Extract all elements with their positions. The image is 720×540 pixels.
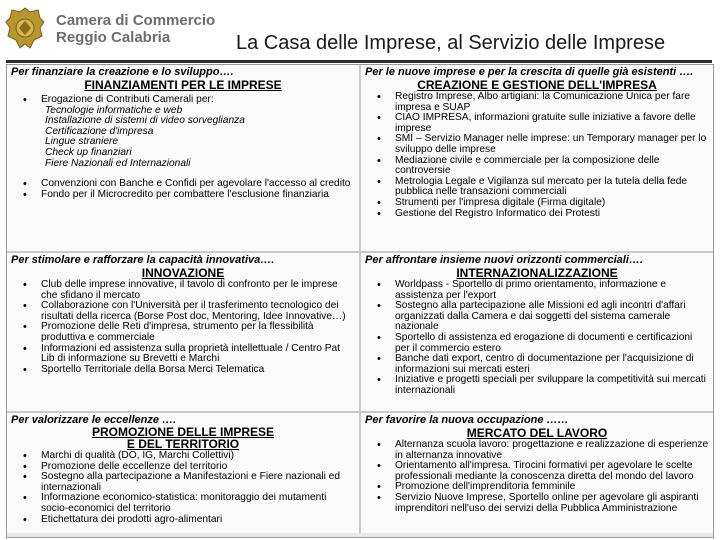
- section-internazionalizzazione: [361, 253, 713, 411]
- section-intro: Per le nuove imprese e per la crescita di quelle già esistenti ….: [365, 66, 694, 78]
- list-item: • Worldpass - Sportello di primo orientamento, informazione e assistenza per l'export: [365, 280, 709, 301]
- list-item: • Alternanza scuola lavoro: progettazione e realizzazione di esperienze in alternanza innovative: [365, 440, 709, 461]
- sub-item: Installazione di sistemi di video sorveglianza: [45, 115, 245, 127]
- section-promozione: [7, 413, 359, 533]
- section-title: PROMOZIONE DELLE IMPRESE: [91, 425, 274, 439]
- list-item: • Erogazione di Contributi Camerali per:: [11, 95, 355, 106]
- section-intro: Per valorizzare le eccellenze ….: [11, 414, 177, 426]
- sub-list: [11, 106, 355, 170]
- section-intro: Per affrontare insieme nuovi orizzonti commerciali….: [365, 254, 643, 266]
- section-innovazione: [7, 253, 359, 411]
- section-title: MERCATO DEL LAVORO: [466, 426, 608, 440]
- slide-title: La Casa delle Imprese, al Servizio delle Imprese: [236, 32, 666, 54]
- section-intro: Per stimolare e rafforzare la capacità innovativa….: [11, 254, 275, 266]
- list-item: • Collaborazione con l'Università per il trasferimento tecnologico dei risultati della ricerca (Borse Post doc, Mentoring, Idee Innovative…): [11, 301, 355, 322]
- list-item: • Sostegno alla partecipazione a Manifestazioni e Fiere nazionali ed internazionali: [11, 472, 355, 493]
- list-item: • Club delle imprese innovative, il tavolo di confronto per le imprese che sfidano il mercato: [11, 280, 355, 301]
- list-item: • Iniziative e progetti speciali per sviluppare la competitività sui mercati internazionali: [365, 375, 709, 396]
- sub-item: Check up finanziari: [45, 146, 132, 158]
- org-name: [56, 12, 215, 46]
- section-intro: Per favorire la nuova occupazione ……: [365, 414, 569, 426]
- list-item: • SMI – Servizio Manager nelle imprese: un Temporary manager per lo sviluppo delle imprese: [365, 134, 709, 155]
- section-title: FINANZIAMENTI PER LE IMPRESE: [84, 78, 282, 92]
- list-item: • Fondo per il Microcredito per combattere l'esclusione finanziaria: [11, 190, 355, 201]
- list-item: • Informazione economico-statistica: monitoraggio dei mutamenti socio-economici del territorio: [11, 493, 355, 514]
- list-item: • Mediazione civile e commerciale per la composizione delle controversie: [365, 156, 709, 177]
- list-item: • Sportello di assistenza ed erogazione di documenti e certificazioni per il commercio estero: [365, 333, 709, 354]
- sub-item: Certificazione d'impresa: [45, 125, 154, 137]
- coat-of-arms-icon: [4, 6, 46, 52]
- section-title-line2: E DEL TERRITORIO: [126, 437, 240, 451]
- section-intro: Per finanziare la creazione e lo sviluppo….: [11, 66, 234, 78]
- list-item: • Informazioni ed assistenza sulla proprietà intellettuale / Centro Pat Lib di informazione su Brevetti e Marchi: [11, 344, 355, 365]
- org-name-line1: Camera di Commercio: [56, 12, 216, 29]
- list-item: • Orientamento all'impresa. Tirocini formativi per agevolare le scelte professionali mediante la conoscenza diretta del mondo del lavoro: [365, 461, 709, 482]
- section-title: CREAZIONE E GESTIONE DELL'IMPRESA: [417, 78, 657, 92]
- services-document: [6, 64, 714, 538]
- chamber-logo: [4, 4, 232, 54]
- sub-item: Lingue straniere: [45, 136, 119, 148]
- section-lavoro: [361, 413, 713, 533]
- list-item: • Sportello Territoriale della Borsa Merci Telematica: [11, 365, 355, 376]
- list-item: • Gestione del Registro Informatico dei Protesti: [365, 209, 709, 220]
- list-item: • Metrologia Legale e Vigilanza sul mercato per la tutela della fede pubblica nelle transazioni commerciali: [365, 177, 709, 198]
- section-title: INNOVAZIONE: [141, 266, 225, 280]
- list-item: • Promozione delle eccellenze del territorio: [11, 462, 355, 473]
- list-item: • Registro Imprese, Albo artigiani: la Comunicazione Unica per fare impresa e SUAP: [365, 92, 709, 113]
- list-item: • Convenzioni con Banche e Confidi per agevolare l'accesso al credito: [11, 179, 355, 190]
- org-name-line2: Reggio Calabria: [56, 29, 171, 46]
- list-item: • Etichettatura dei prodotti agro-alimentari: [11, 515, 355, 526]
- list-item: • Strumenti per l'impresa digitale (Firma digitale): [365, 198, 709, 209]
- page-bottom-edge: [7, 533, 713, 537]
- list-item: • Promozione dell'imprenditoria femminile: [365, 482, 709, 493]
- sub-item: Tecnologie informatiche e web: [45, 104, 183, 116]
- slide-header: [0, 0, 720, 62]
- list-item: • CIAO IMPRESA, informazioni gratuite sulle iniziative a favore delle imprese: [365, 113, 709, 134]
- list-item: • Sostegno alla partecipazione alle Missioni ed agli incontri d'affari organizzati dalla Camera e dai soggetti del sistema camerale nazionale: [365, 301, 709, 333]
- list-item: • Servizio Nuove Imprese, Sportello online per agevolare gli aspiranti imprenditori nell'uso dei servizi della Pubblica Amministrazione: [365, 493, 709, 514]
- sub-item: Fiere Nazionali ed Internazionali: [45, 157, 191, 169]
- section-finanziamenti: [7, 65, 359, 251]
- section-title: INTERNAZIONALIZZAZIONE: [456, 266, 618, 280]
- list-item: • Banche dati export, centro di documentazione per l'acquisizione di informazioni sui mercati esteri: [365, 354, 709, 375]
- list-item: • Marchi di qualità (DO, IG, Marchi Collettivi): [11, 451, 355, 462]
- list-item: • Promozione delle Reti d'impresa, strumento per la flessibilità produttiva e commerciale: [11, 322, 355, 343]
- header-rule: [6, 60, 712, 63]
- section-creazione: [361, 65, 713, 251]
